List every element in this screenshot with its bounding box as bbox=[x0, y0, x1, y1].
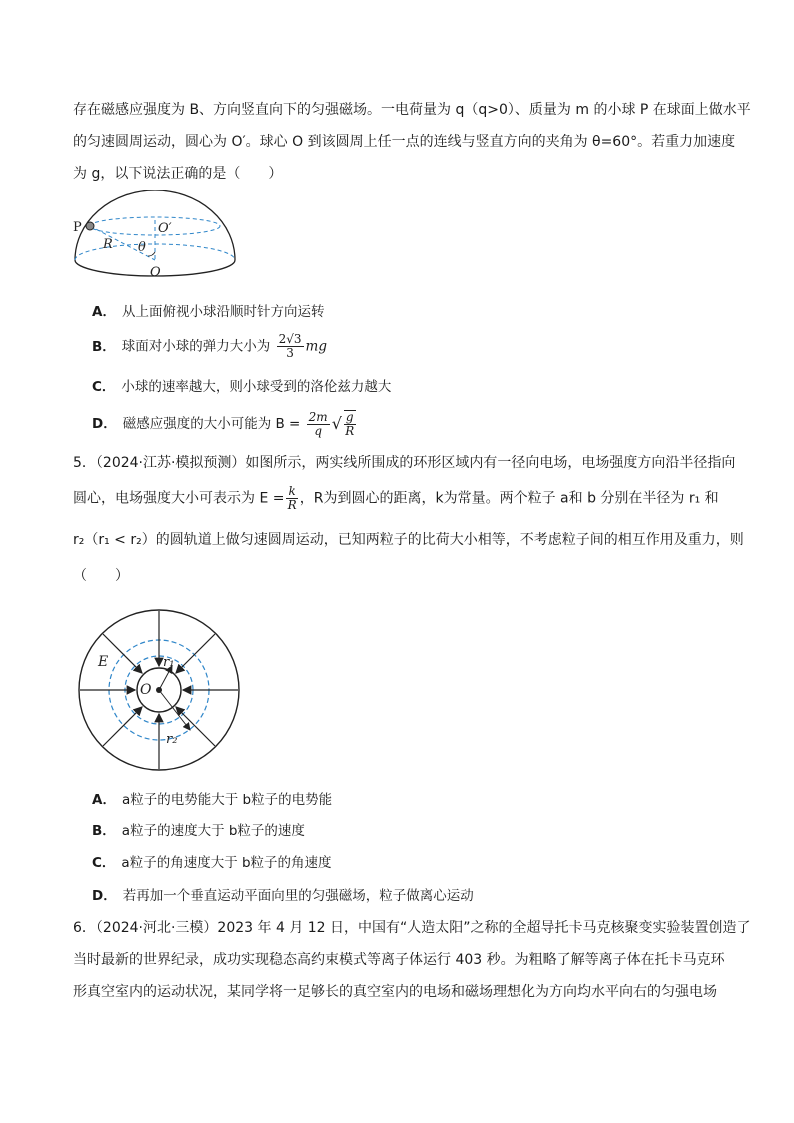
q5-option-b: B． a粒子的速度大于 b粒子的速度 bbox=[92, 823, 305, 839]
q4-option-a: A． 从上面俯视小球沿顺时针方向运转 bbox=[92, 304, 325, 320]
q4-stem-line-1: 存在磁感应强度为 B、方向竖直向下的匀强磁场。一电荷量为 q（q>0）、质量为 m 的小球 P 在球面上做水平 bbox=[73, 102, 751, 118]
q4-option-c: C． 小球的速率越大，则小球受到的洛伦兹力越大 bbox=[92, 379, 392, 395]
orbit-circle bbox=[90, 217, 220, 235]
q4-option-d: D． 磁感应强度的大小可能为 B = $\frac{2m}{q}$ √ $\frac{g}{R}$ bbox=[92, 409, 355, 438]
label-r2: r₂ bbox=[166, 732, 178, 747]
radial-field-figure bbox=[76, 608, 242, 774]
q6-stem-line-3: 形真空室内的运动状况，某同学将一足够长的真空室内的电场和磁场理想化为方向均水平向右的匀强电场 bbox=[73, 984, 717, 1000]
q5-stem-line-3: r₂（r₁ < r₂）的圆轨道上做匀速圆周运动，已知两粒子的比荷大小相等，不考虑粒子间的相互作用及重力，则 bbox=[73, 532, 744, 548]
label-e: E bbox=[98, 654, 109, 670]
label-o: O bbox=[140, 682, 152, 698]
q4-stem-line-2: 的匀速圆周运动，圆心为 O′。球心 O 到该圆周上任一点的连线与竖直方向的夹角为 θ=60°。若重力加速度 bbox=[73, 134, 736, 150]
label-theta: θ bbox=[138, 240, 146, 255]
label-r: R bbox=[103, 237, 113, 252]
q4-d-sqrt-fraction: $\frac{g}{R}$ bbox=[345, 410, 355, 438]
q6-stem-line-2: 当时最新的世界纪录，成功实现稳态高约束模式等离子体运行 403 秒。为粗略了解等离子体在托卡马克环 bbox=[73, 952, 725, 968]
q6-stem-line-1: 6．（2024·河北·三模）2023 年 4 月 12 日，中国有“人造太阳”之称的全超导托卡马克核聚变实验装置创造了 bbox=[73, 920, 751, 936]
q5-stem-line-1: 5．（2024·江苏·模拟预测）如图所示，两实线所围成的环形区域内有一径向电场，电场强度方向沿半径指向 bbox=[73, 455, 736, 471]
label-o-prime: O′ bbox=[158, 221, 172, 236]
q5-option-c: C． a粒子的角速度大于 b粒子的角速度 bbox=[92, 855, 332, 871]
label-p: P bbox=[73, 220, 82, 235]
q4-d-fraction: $\frac{2m}{q}$ bbox=[308, 409, 328, 438]
q4-b-fraction: $\frac{2√3}{3}$ bbox=[278, 332, 302, 360]
q5-field-fraction: $\frac{k}{R}$ bbox=[287, 484, 297, 512]
q5-option-d: D． 若再加一个垂直运动平面向里的匀强磁场，粒子做离心运动 bbox=[92, 888, 474, 904]
q4-stem-line-3: 为 g，以下说法正确的是（ ） bbox=[73, 166, 283, 182]
hemisphere-figure bbox=[70, 190, 240, 282]
label-r1: r₁ bbox=[163, 655, 175, 670]
q5-stem-line-2: 圆心，电场强度大小可表示为 E = $\frac{k}{R}$ ，R为到圆心的距离，k为常量。两个粒子 a和 b 分别在半径为 r₁ 和 bbox=[73, 484, 719, 512]
ball-p bbox=[86, 222, 94, 230]
q5-option-a: A． a粒子的电势能大于 b粒子的电势能 bbox=[92, 792, 333, 808]
q4-option-b: B． 球面对小球的弹力大小为 $\frac{2√3}{3}$ mg bbox=[92, 332, 327, 360]
q4-d-sqrt: √ bbox=[331, 414, 342, 433]
label-o: O bbox=[150, 265, 161, 280]
q5-stem-line-4: （ ） bbox=[73, 568, 129, 584]
